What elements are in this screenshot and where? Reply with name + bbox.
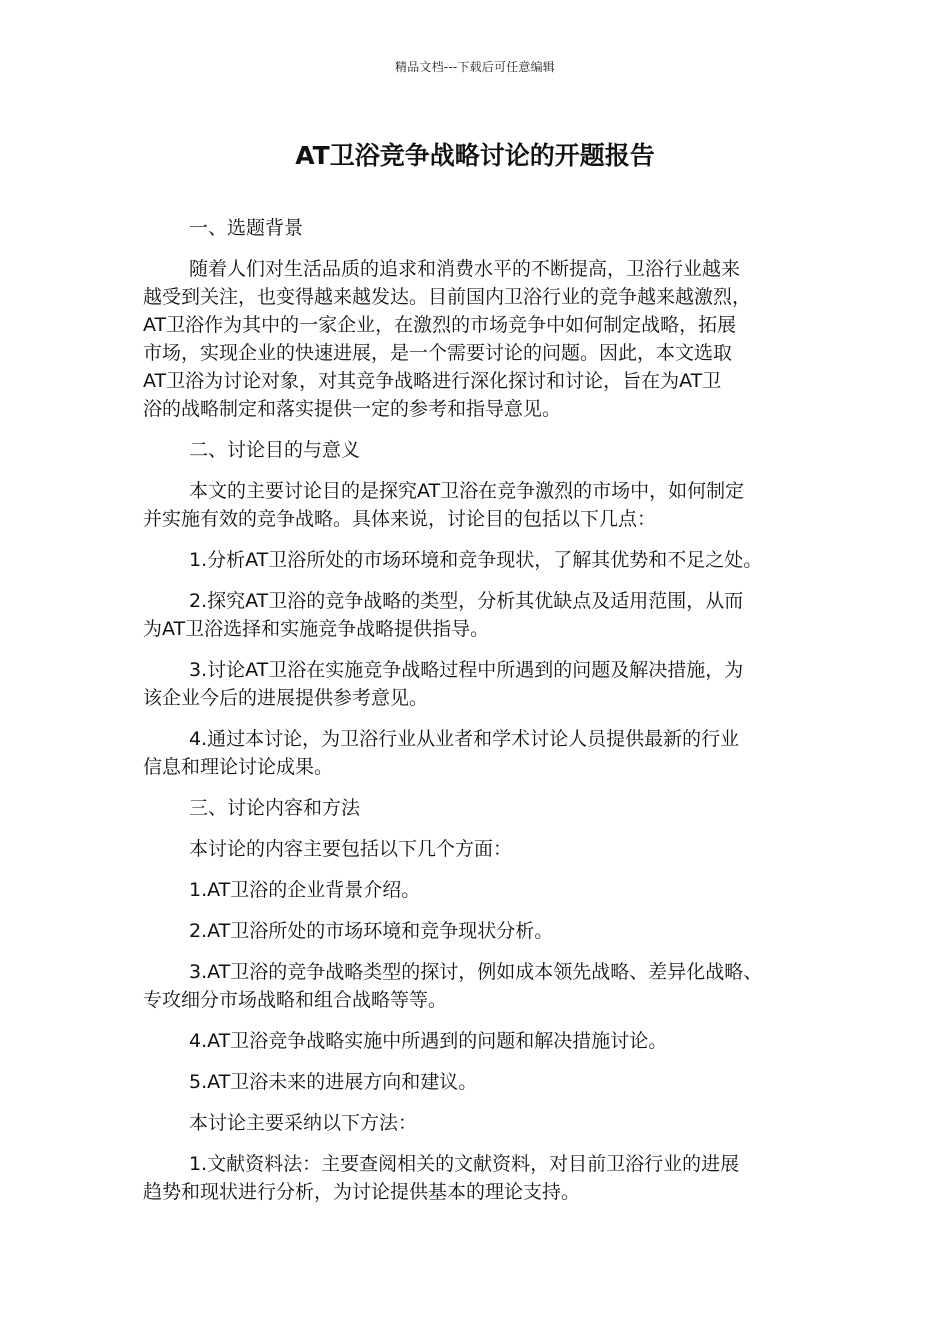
- paragraph-background: 随着人们对生活品质的追求和消费水平的不断提高，卫浴行业越来 越受到关注，也变得越来越发达。目前国内卫浴行业的竞争越来越激烈， AT卫浴作为其中的一家企业，在激烈的市场竞争中如何制定战略，拓展 市场，实现企业的快速进展，是一个需要讨论的问题。因此，本文选取 AT卫浴为讨论对象，对其竞争战略进行深化探讨和讨论，旨在为AT卫 浴的战略制定和落实提供一定的参考和指导意见。: [143, 258, 752, 420]
- list-item-content-4: 4.AT卫浴竞争战略实施中所遇到的问题和解决措施讨论。: [189, 1030, 668, 1052]
- list-item-method-1: 1.文献资料法：主要查阅相关的文献资料，对目前卫浴行业的进展 趋势和现状进行分析，为讨论提供基本的理论支持。: [143, 1153, 740, 1203]
- list-item-content-3: 3.AT卫浴的竞争战略类型的探讨，例如成本领先战略、差异化战略、 专攻细分市场战略和组合战略等等。: [143, 961, 763, 1011]
- list-item-purpose-4: 4.通过本讨论，为卫浴行业从业者和学术讨论人员提供最新的行业 信息和理论讨论成果。: [143, 728, 740, 778]
- section-heading-content-method: 三、讨论内容和方法: [189, 797, 361, 819]
- section-heading-purpose: 二、讨论目的与意义: [189, 439, 361, 461]
- paragraph-purpose-intro: 本文的主要讨论目的是探究AT卫浴在竞争激烈的市场中，如何制定 并实施有效的竞争战略。具体来说，讨论目的包括以下几点：: [143, 480, 745, 530]
- list-item-content-2: 2.AT卫浴所处的市场环境和竞争现状分析。: [189, 920, 554, 942]
- list-item-content-5: 5.AT卫浴未来的进展方向和建议。: [189, 1071, 478, 1093]
- list-item-purpose-3: 3.讨论AT卫浴在实施竞争战略过程中所遇到的问题及解决措施，为 该企业今后的进展提供参考意见。: [143, 659, 744, 709]
- list-item-content-1: 1.AT卫浴的企业背景介绍。: [189, 879, 421, 901]
- paragraph-method-intro: 本讨论主要采纳以下方法：: [189, 1112, 418, 1134]
- document-body: [143, 214, 815, 1219]
- paragraph-content-intro: 本讨论的内容主要包括以下几个方面：: [189, 838, 513, 860]
- document-title: AT卫浴竞争战略讨论的开题报告: [295, 141, 655, 170]
- list-item-purpose-2: 2.探究AT卫浴的竞争战略的类型，分析其优缺点及适用范围，从而 为AT卫浴选择和实施竞争战略提供指导。: [143, 590, 744, 640]
- header-note: 精品文档---下载后可任意编辑: [395, 60, 555, 74]
- section-heading-background: 一、选题背景: [189, 217, 304, 239]
- list-item-purpose-1: 1.分析AT卫浴所处的市场环境和竞争现状，了解其优势和不足之处。: [189, 549, 763, 571]
